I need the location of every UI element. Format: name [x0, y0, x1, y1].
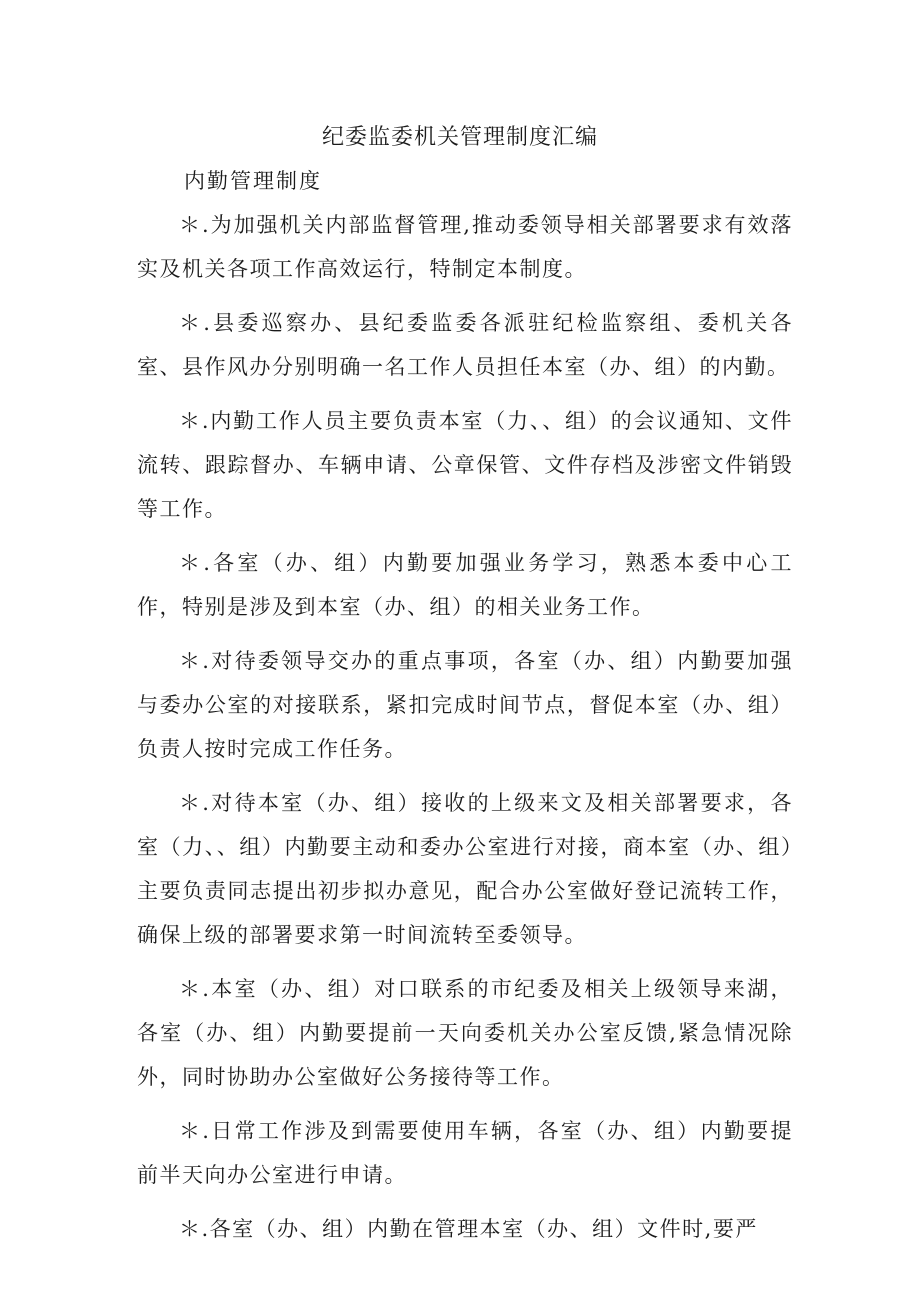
paragraph: ＊.内勤工作人员主要负责本室（力、、组）的会议通知、文件流转、跟踪督办、车辆申请、公章保管、文件存档及涉密文件销毁等工作。: [137, 409, 793, 521]
document-body: [137, 203, 793, 1261]
paragraph: ＊.本室（办、组）对口联系的市纪委及相关上级领导来湖，各室（办、组）内勤要提前一天向委机关办公室反馈,紧急情况除外，同时协助办公室做好公务接待等工作。: [137, 977, 793, 1089]
paragraph: ＊.县委巡察办、县纪委监委各派驻纪检监察组、委机关各室、县作风办分别明确一名工作人员担任本室（办、组）的内勤。: [137, 311, 793, 379]
paragraph: ＊.对待本室（办、组）接收的上级来文及相关部署要求，各室（力、、组）内勤要主动和委办公室进行对接，商本室（办、组）主要负责同志提出初步拟办意见，配合办公室做好登记流转工作，确保上级的部署要求第一时间流转至委领导。: [137, 791, 793, 947]
paragraph: ＊.日常工作涉及到需要使用车辆，各室（办、组）内勤要提前半天向办公室进行申请。: [137, 1119, 793, 1187]
paragraph: ＊.各室（办、组）内勤在管理本室（办、组）文件时,要严: [179, 1217, 758, 1241]
paragraph: ＊.各室（办、组）内勤要加强业务学习，熟悉本委中心工作，特别是涉及到本室（办、组）的相关业务工作。: [137, 551, 793, 619]
document-title: 纪委监委机关管理制度汇编: [321, 125, 598, 150]
paragraph: ＊.对待委领导交办的重点事项，各室（办、组）内勤要加强与委办公室的对接联系，紧扣完成时间节点，督促本室（办、组）负责人按时完成工作任务。: [137, 649, 793, 761]
section-heading: 内勤管理制度: [184, 169, 322, 193]
paragraph: ＊.为加强机关内部监督管理,推动委领导相关部署要求有效落实及机关各项工作高效运行，特制定本制度。: [137, 213, 793, 281]
